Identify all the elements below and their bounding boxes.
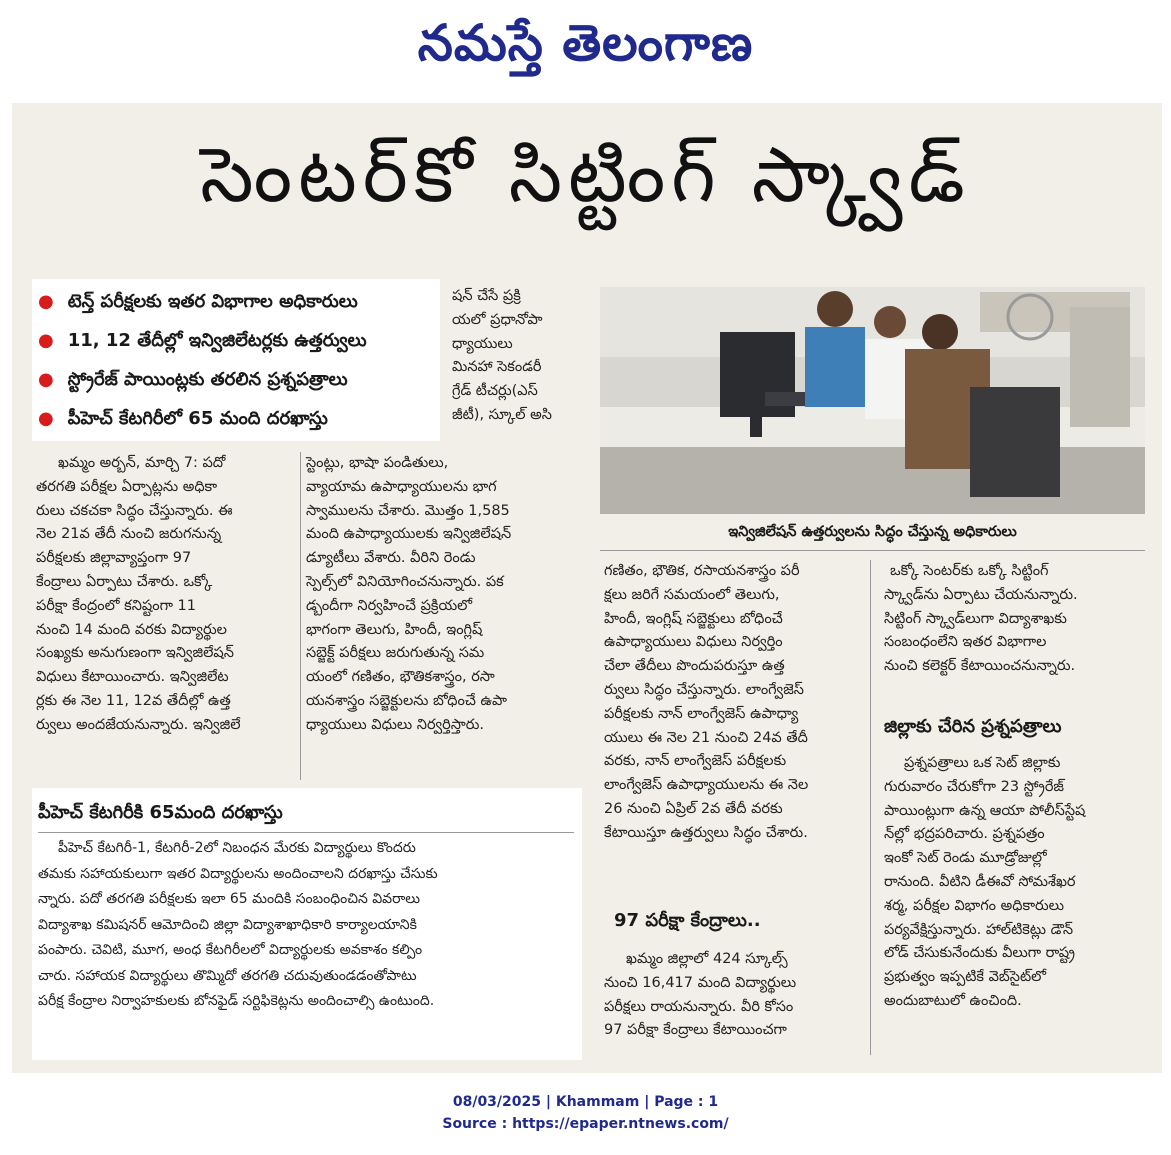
text-line: జీటీ), స్కూల్ అసి (452, 406, 552, 423)
text-line: తమకు సహాయకులుగా ఇతర విద్యార్థులను అందించాలని దరఖాస్తు చేసుకు (38, 865, 438, 882)
text-line: షన్ చేసే ప్రక్రి (452, 288, 521, 304)
text-line: పరీక్షలు రాయనున్నారు. వీరి కోసం (604, 998, 794, 1015)
footer-source: Source : https://epaper.ntnews.com/ (442, 1116, 729, 1132)
article-column-3 (604, 560, 868, 846)
text-line: పర్యవేక్షిస్తున్నారు. హాల్‌టికెట్లు డౌన్ (884, 921, 1074, 938)
text-line: 97 పరీక్షా కేంద్రాలు కేటాయించగా (604, 1022, 787, 1039)
text-line: పంపారు. చెవిటి, మూగ, అంధ కేటగిరీలలో విద్యార్థులకు అవకాశం కల్పిం (38, 942, 423, 958)
text-line: క్షలు జరిగే సమయంలో తెలుగు, (604, 586, 780, 603)
highlights-box (32, 279, 440, 441)
text-line: చారు. సహాయక విద్యార్థులు తొమ్మిదో తరగతి చదువుతుండడంతోపాటు (38, 967, 417, 984)
highlight-text: పీహెచ్ కేటగిరీలో 65 మంది దరఖాస్తు (67, 408, 328, 429)
text-line: కేటాయిస్తూ ఉత్తర్వులు సిద్ధం చేశారు. (604, 824, 808, 841)
article-column-1 (36, 452, 298, 738)
caption-divider (600, 550, 1145, 551)
text-line: స్క్వాడ్‌ను ఏర్పాటు చేయనున్నారు. (884, 586, 1078, 603)
text-line: ర్వులు అందజేయనున్నారు. ఇన్విజిలే (36, 716, 241, 733)
text-line: యలో ప్రధానోపా (452, 311, 543, 328)
text-line: అందుబాటులో ఉంచింది. (884, 992, 1022, 1009)
office-scene-image (600, 287, 1145, 514)
text-line: న్నారు. పదో తరగతి పరీక్షలకు ఇలా 65 మందికి సంబంధించిన వివరాలు (38, 891, 421, 907)
highlight-item (38, 365, 348, 395)
text-line: రులు చకచకా సిద్ధం చేస్తున్నారు. ఈ (36, 502, 233, 519)
text-line: డ్బందీగా నిర్వహించే ప్రక్రియలో (306, 597, 473, 614)
text-line: స్టెంట్లు, భాషా పండితులు, (306, 455, 449, 471)
text-line: మంది ఉపాధ్యాయులకు ఇన్విజిలేషన్ (306, 526, 512, 543)
column-divider (300, 452, 301, 780)
masthead-logo: నమస్తే తెలంగాణ (417, 14, 754, 72)
text-line: లోడ్ చేసుకునేందుకు వీలుగా రాష్ట్ర (884, 945, 1076, 962)
box-divider (38, 832, 574, 833)
article-column-4 (884, 560, 1154, 679)
text-line: ధ్యాయులు (452, 335, 513, 352)
text-line: నుంచి కలెక్టర్ కేటాయించనున్నారు. (884, 658, 1076, 675)
highlight-text: స్ట్రోరేజ్ పాయింట్లకు తరలిన ప్రశ్నపత్రాలు (67, 369, 348, 390)
article-column-3-bottom (604, 948, 868, 1043)
text-line: గణితం, భౌతిక, రసాయనశాస్త్రం పరీ (604, 563, 800, 579)
article-column-2-top (452, 285, 592, 428)
text-line: పీహెచ్ కేటగిరీ-1, కేటగిరీ-2లో నిబంధన మేరకు విద్యార్థులు కొందరు (58, 840, 416, 856)
bullet-icon: ● (38, 330, 54, 351)
text-line: న్‌ల్లో భద్రపరిచారు. ప్రశ్నపత్రం (884, 826, 1045, 843)
bullet-icon: ● (38, 291, 54, 312)
text-line: తరగతి పరీక్షల ఏర్పాట్లను అధికా (36, 478, 218, 495)
text-line: పాయింట్లుగా ఉన్న ఆయా పోలీస్‌స్టేష (884, 802, 1086, 819)
text-line: ఖమ్మం జిల్లాలో 424 స్కూల్స్ (626, 951, 788, 967)
text-line: పరీక్షలకు నాన్ లాంగ్వేజెస్ ఉపాధ్యా (604, 705, 799, 722)
text-line: వరకు, నాన్ లాంగ్వేజెస్ పరీక్షలకు (604, 753, 787, 770)
text-line: పరీక్షలకు జిల్లావ్యాప్తంగా 97 (36, 550, 192, 567)
bullet-icon: ● (38, 369, 54, 390)
highlight-item (38, 404, 328, 434)
text-line: శర్మ, పరీక్షల విభాగం అధికారులు (884, 897, 1064, 914)
subheading-district-papers: జిల్లాకు చేరిన ప్రశ్నపత్రాలు (884, 716, 1062, 737)
text-line: యనశాస్త్రం సబ్జెక్టులను బోధించే ఉపా (306, 692, 508, 709)
text-line: యులు ఈ నెల 21 నుంచి 24వ తేదీ (604, 729, 808, 746)
text-line: యంలో గణితం, భౌతికశాస్త్రం, రసా (306, 669, 495, 686)
text-line: ర్లకు ఈ నెల 11, 12వ తేదీల్లో ఉత్త (36, 692, 231, 709)
text-line: స్వాములను చేశారు. మొత్తం 1,585 (306, 502, 510, 519)
news-photo (600, 287, 1145, 514)
text-line: స్పెల్స్‌లో వినియోగించనున్నారు. పక (306, 573, 504, 590)
highlight-item (38, 287, 358, 317)
text-line: ఇంకో సెట్ రెండు మూడ్రోజుల్లో (884, 850, 1047, 867)
highlight-text: టెన్త్ పరీక్షలకు ఇతర విభాగాల అధికారులు (67, 291, 358, 312)
highlight-text: 11, 12 తేదీల్లో ఇన్విజిలేటర్లకు ఉత్తర్వులు (67, 330, 367, 351)
text-line: గురువారం చేరుకోగా 23 స్ట్రోరేజ్ (884, 778, 1065, 795)
text-line: ధ్యాయులు విధులు నిర్వర్తిస్తారు. (306, 716, 484, 733)
text-line: నుంచి 16,417 మంది విద్యార్థులు (604, 974, 797, 991)
text-line: సంబంధంలేని ఇతర విభాగాల (884, 634, 1047, 651)
text-line: నెల 21వ తేదీ నుంచి జరుగనున్న (36, 526, 222, 543)
ph-category-box (32, 788, 582, 1060)
text-line: పరీక్షా కేంద్రంలో కనిష్టంగా 11 (36, 597, 196, 614)
subheading-97-centres: 97 పరీక్షా కేంద్రాలు.. (614, 910, 761, 931)
text-line: హిందీ, ఇంగ్లిష్ సబ్జెక్టులు బోధించే (604, 610, 783, 627)
text-line: లాంగ్వేజెస్ ఉపాధ్యాయులను ఈ నెల (604, 777, 809, 794)
headline: సెంటర్‌కో సిట్టింగ్ స్క్వాడ్ (200, 130, 971, 219)
text-line: ఒక్కో సెంటర్‌కు ఒక్కో సిట్టింగ్ (890, 563, 1049, 579)
text-line: 26 నుంచి ఏప్రిల్ 2వ తేదీ వరకు (604, 800, 783, 817)
text-line: ఖమ్మం అర్బన్, మార్చి 7: పదో (58, 455, 226, 471)
text-line: కేంద్రాలు ఏర్పాటు చేశారు. ఒక్కో (36, 573, 213, 590)
text-line: చేలా తేదీలు పొందుపరుస్తూ ఉత్త (604, 658, 785, 675)
text-line: సిట్టింగ్ స్క్వాడ్‌లుగా విద్యాశాఖకు (884, 610, 1067, 627)
highlight-item (38, 326, 367, 356)
text-line: ర్వులు సిద్ధం చేస్తున్నారు. లాంగ్వేజెస్ (604, 681, 804, 698)
bullet-icon: ● (38, 408, 54, 429)
column-divider (870, 560, 871, 1055)
text-line: డ్యూటీలు వేశారు. వీరిని రెండు (306, 550, 476, 567)
text-line: ఉపాధ్యాయులు విధులు నిర్వర్తిం (604, 634, 783, 651)
text-line: సబ్జెక్ట్ పరీక్షలు జరుగుతున్న సమ (306, 645, 485, 662)
text-line: పరీక్ష కేంద్రాల నిర్వాహకులకు బోనఫైడ్ సర్టిఫికెట్లను అందించాల్సి ఉంటుంది. (38, 993, 435, 1009)
footer-date-edition: 08/03/2025 | Khammam | Page : 1 (452, 1094, 719, 1110)
text-line: వ్యాయామ ఉపాధ్యాయులను భాగ (306, 478, 497, 495)
text-line: విధులు కేటాయించారు. ఇన్విజిలేట (36, 669, 229, 686)
text-line: ప్రభుత్వం ఇప్పటికే వెబ్‌సైట్‌లో (884, 969, 1047, 986)
article-column-2 (306, 452, 588, 738)
photo-caption: ఇన్విజిలేషన్ ఉత్తర్వులను సిద్ధం చేస్తున్న అధికారులు (728, 524, 1017, 540)
text-line: భాగంగా తెలుగు, హిందీ, ఇంగ్లిష్ (306, 621, 483, 638)
ph-box-title: పీహెచ్ కేటగిరీకి 65మంది దరఖాస్తు (38, 802, 283, 823)
text-line: మినహా సెకండరీ (452, 359, 542, 376)
text-line: రానుంది. వీటిని డీఈవో సోమశేఖర (884, 873, 1076, 890)
article-column-4-bottom (884, 752, 1154, 1014)
text-line: గ్రేడ్ టీచర్లు(ఎస్ (452, 383, 538, 400)
text-line: విద్యాశాఖ కమిషనర్ ఆమోదించి జిల్లా విద్యాశాఖాధికారి కార్యాలయానికి (38, 916, 417, 933)
text-line: నుంచి 14 మంది వరకు విద్యార్థుల (36, 621, 227, 638)
text-line: సంఖ్యకు అనుగుణంగా ఇన్విజిలేషన్ (36, 645, 234, 662)
text-line: ప్రశ్నపత్రాలు ఒక సెట్ జిల్లాకు (904, 755, 1061, 771)
ph-box-body (38, 836, 578, 1015)
